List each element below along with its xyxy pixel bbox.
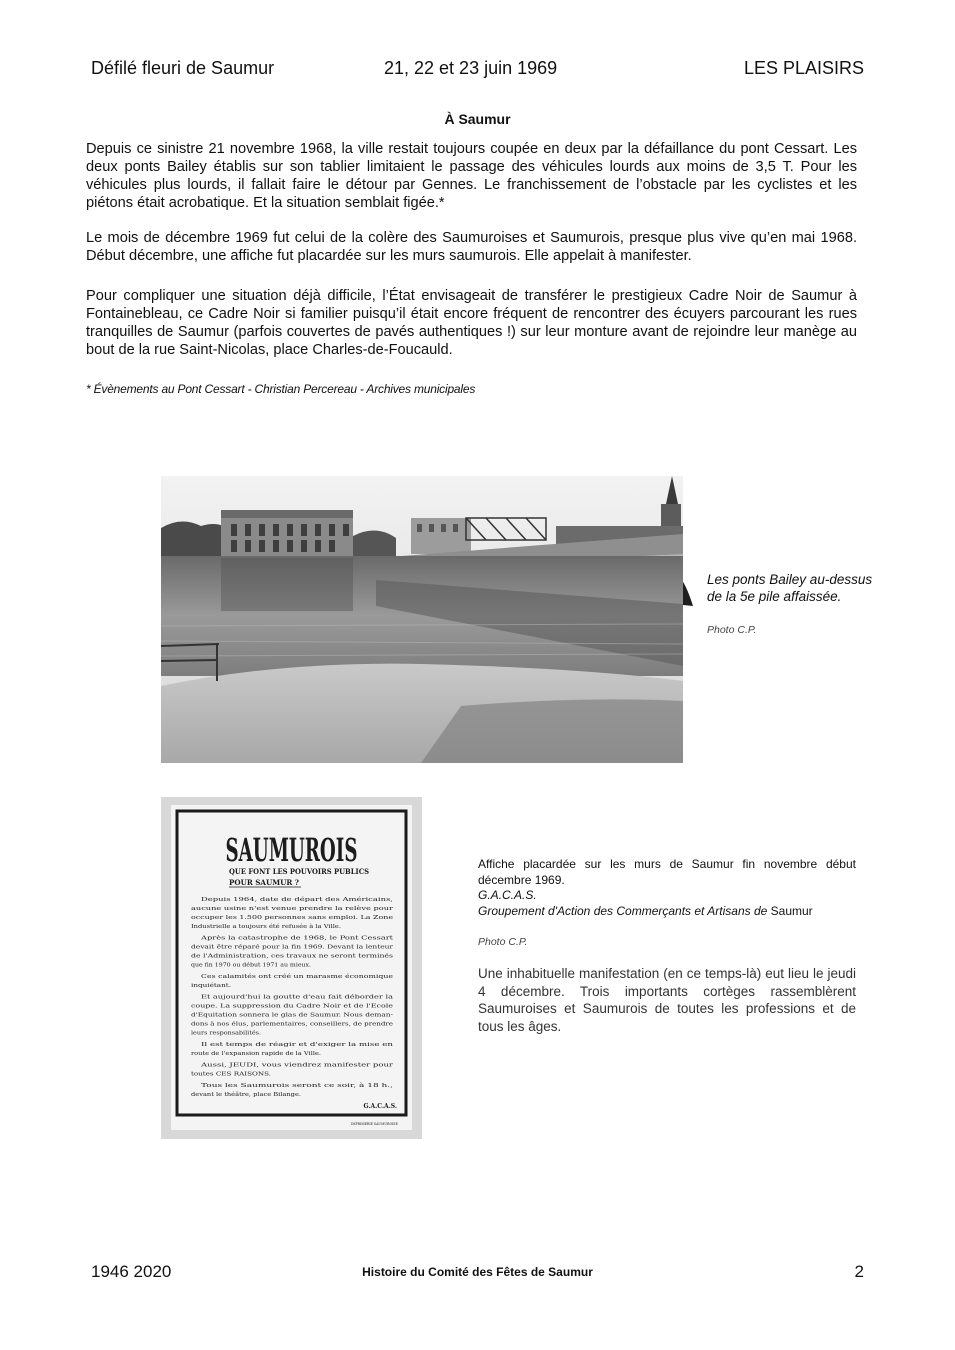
poster-line: Tous les Saumurois seront ce soir, à 18 h., <box>201 1083 317 1089</box>
bridge-photo <box>161 476 683 763</box>
section-title: À Saumur <box>444 111 511 127</box>
poster-subtitle-2: POUR SAUMUR ? <box>229 878 299 887</box>
poster-line: Après la catastrophe de 1968, le Pont Cessart <box>201 935 327 942</box>
page-number: 2 <box>854 1262 864 1281</box>
poster-line: d'Equitation sonnera le glas de Saumur. Nous deman- <box>191 1012 394 1019</box>
poster-line: Ces calamités ont créé un marasme économique <box>201 974 334 980</box>
page-footer <box>0 1262 955 1284</box>
poster-line: Il est temps de réagir et d'exiger la mise en <box>201 1042 321 1048</box>
poster-line: Depuis 1964, date de départ des Américains, <box>201 897 325 903</box>
poster-line: leurs responsabilités. <box>191 1030 250 1037</box>
footer-publication-title: Histoire du Comité des Fêtes de Saumur <box>362 1265 593 1279</box>
poster-line: inquiétant. <box>191 983 221 989</box>
poster-caption-line-1: Affiche placardée sur les murs de Saumur fin novembre début décembre 1969. <box>478 857 856 887</box>
footer-years: 1946 2020 <box>91 1262 172 1281</box>
paragraph-2: Le mois de décembre 1969 fut celui de la colère des Saumuroises et Saumurois, presque plus vive qu’en mai 1968. Début décembre, une affiche fut placardée sur les murs saumurois. Elle appelait à manifester. <box>86 230 857 264</box>
poster-signature: G.A.C.A.S. <box>363 1103 397 1110</box>
manifestation-text: Une inhabituelle manifestation (en ce temps-là) eut lieu le jeudi 4 décembre. Trois importants cortèges rassemblèrent Saumuroises et Saumurois de toutes les professions et de tous les âges. <box>478 966 856 1034</box>
poster-caption-line-2: G.A.C.A.S. <box>478 888 537 902</box>
page-header <box>0 58 955 80</box>
bridge-photo-credit: Photo C.P. <box>707 624 757 636</box>
poster-line: Aussi, JEUDI, vous viendrez manifester pour <box>199 1062 394 1069</box>
header-event-date: 21, 22 et 23 juin 1969 <box>384 58 558 78</box>
poster-photo-credit: Photo C.P. <box>478 936 528 948</box>
poster-title: SAUMUROIS <box>225 831 358 869</box>
poster-line: route de l'expansion rapide de la Ville. <box>191 1051 322 1057</box>
header-section-name: LES PLAISIRS <box>743 58 864 78</box>
footnote: * Évènements au Pont Cessart - Christian Percereau - Archives municipales <box>86 382 476 396</box>
poster-photo <box>161 797 422 1139</box>
poster-line: devant le théâtre, place Bilange. <box>191 1092 281 1098</box>
poster-subtitle-1: QUE FONT LES POUVOIRS PUBLICS <box>229 867 369 876</box>
poster-line: de l'Administration, ces travaux ne seront terminés <box>191 953 332 960</box>
paragraph-3: Pour compliquer une situation déjà difficile, l’État envisageait de transférer le prestigieux Cadre Noir de Saumur à Fontainebleau, ce Cadre Noir si familier puisqu’il était encore fréquent de rencontrer des écuyers parcourant les rues tranquilles de Saumur (parfois couvertes de pavés authentiques !) sur leur monture avant de rejoindre leur manège au bout de la rue Saint-Nicolas, place Charles-de-Foucauld. <box>86 288 857 358</box>
poster-line: dons à nos élus, parlementaires, conseillers, de prendre <box>191 1021 345 1028</box>
poster-caption-line-3-rest: Saumur <box>767 903 813 918</box>
poster-line: occuper les 1.500 personnes sans emploi. La Zone <box>191 915 393 921</box>
poster-line: aucune usine n'est venue prendre la relève pour <box>191 906 324 912</box>
poster-line: coupe. La suppression du Cadre Noir et de l'Ecole <box>191 1003 393 1010</box>
poster-line: devait être réparé pour la fin 1969. Devant la lenteur <box>191 944 337 951</box>
poster-caption-line-3-italic: Groupement d'Action des Commerçants et Artisans de <box>478 903 768 918</box>
header-event-title: Défilé fleuri de Saumur <box>91 58 275 78</box>
poster-line: Et aujourd'hui la goutte d'eau fait déborder la <box>201 994 327 1001</box>
paragraph-1: Depuis ce sinistre 21 novembre 1968, la ville restait toujours coupée en deux par la défaillance du pont Cessart. Les deux ponts Bailey établis sur son tablier limitaient le passage des véhicules lourds aux moins de 3,5 T. Pour les véhicules plus lourds, il fallait faire le détour par Gennes. Le franchissement de l’obstacle par les cyclistes et les piétons était acrobatique. Et la situation semblait figée.* <box>86 141 857 211</box>
poster-line: que fin 1970 ou début 1971 au mieux. <box>191 962 295 969</box>
poster-line: toutes CES RAISONS. <box>191 1071 272 1078</box>
poster-caption <box>478 857 856 919</box>
bridge-photo-caption: Les ponts Bailey au-dessus de la 5e pile affaissée. <box>707 572 873 604</box>
poster-printer: IMPRIMERIE SAUMUROISE <box>351 1122 398 1126</box>
poster-line: Industrielle a toujours été refusée à la Ville. <box>191 924 312 930</box>
